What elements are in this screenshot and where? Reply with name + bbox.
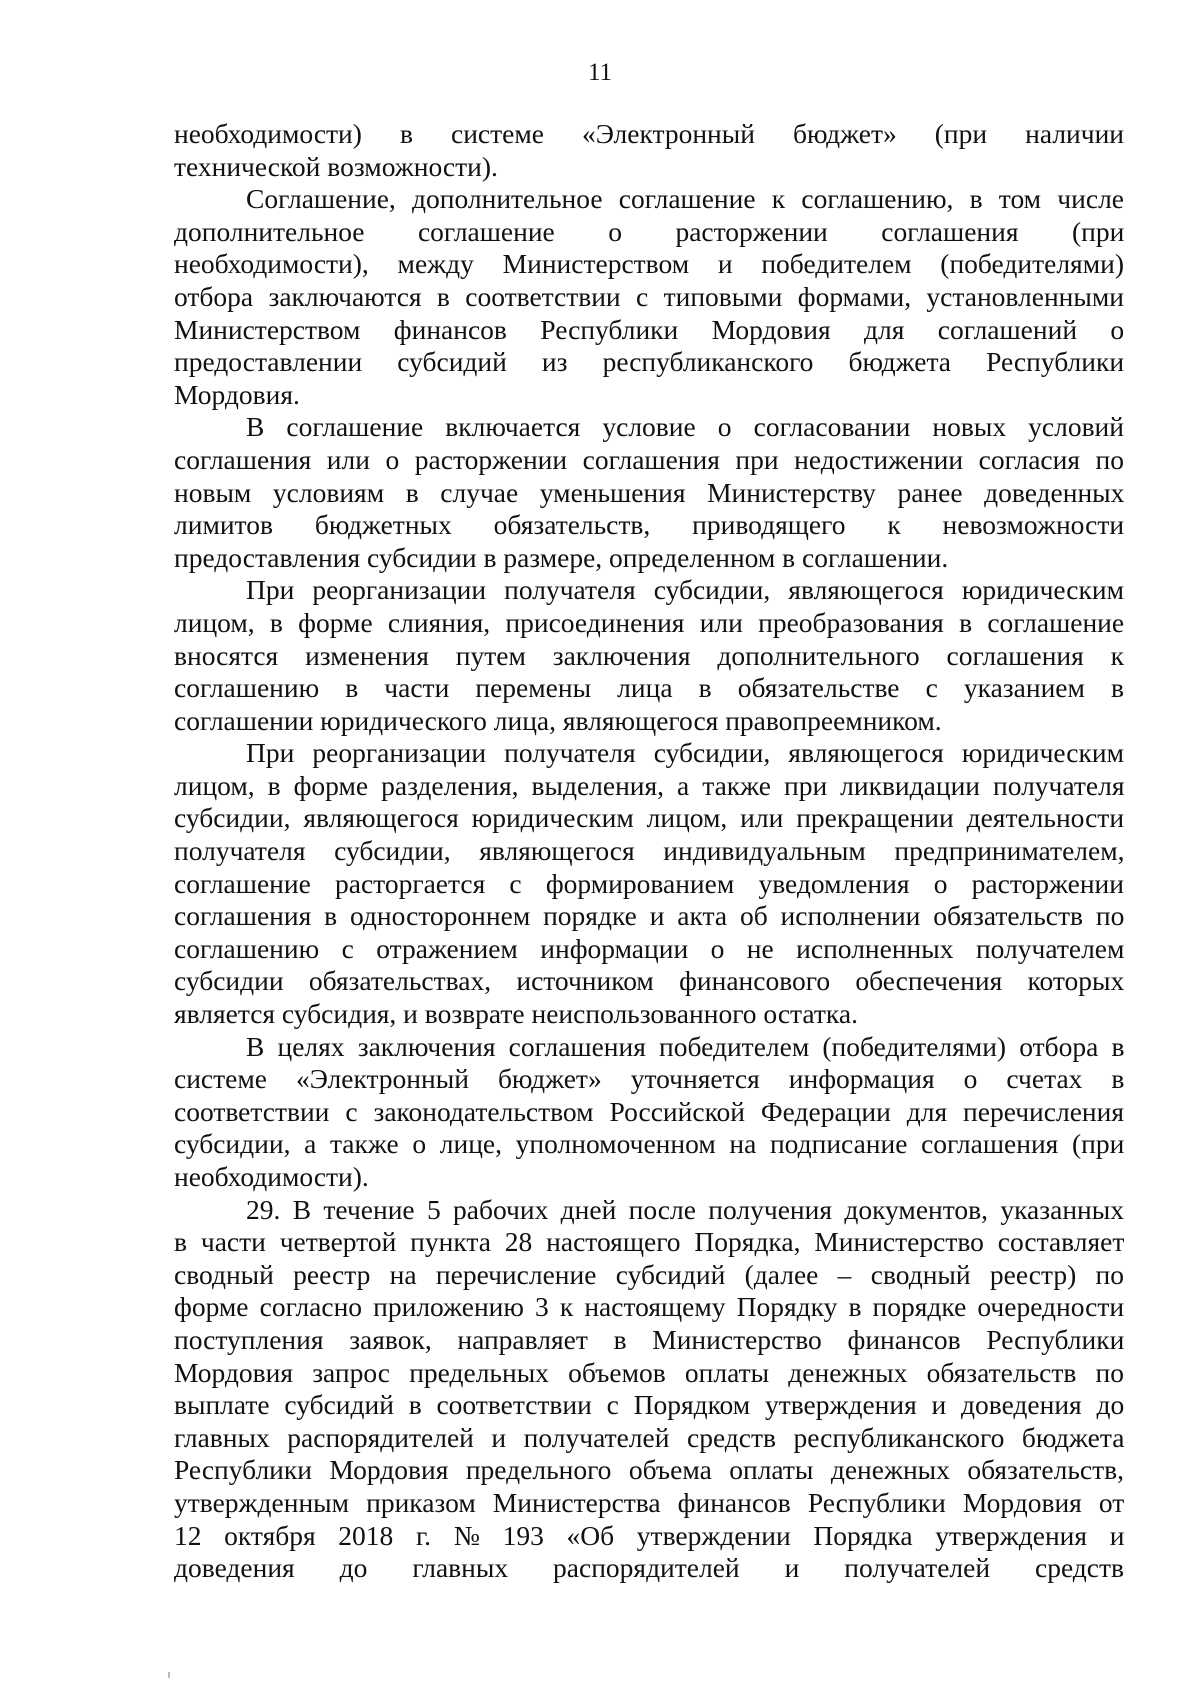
text-line: поступления заявок, направляет в Министерство финансов Республики [174,1323,1125,1355]
document-body [174,118,1124,1585]
text-line: является субсидия, и возврате неиспользованного остатка. [174,998,858,1030]
text-line: лицом, в форме разделения, выделения, а также при ликвидации получателя [174,769,1125,801]
text-line: соглашение расторгается с формированием уведомления о расторжении [174,867,1124,899]
text-line: лимитов бюджетных обязательств, приводящего к невозможности [174,509,1125,541]
paragraph [174,1031,1124,1194]
text-line: предоставления субсидии в размере, определенном в соглашении. [174,541,949,573]
text-line: необходимости), между Министерством и победителем (победителями) [174,248,1124,280]
text-line: соглашению с отражением информации о не исполненных получателем [174,932,1125,964]
text-line: В целях заключения соглашения победителем (победителями) отбора в [246,1030,1125,1062]
text-line: в части четвертой пункта 28 настоящего Порядка, Министерство составляет [174,1226,1125,1258]
paragraph [174,183,1124,411]
text-line: 29. В течение 5 рабочих дней после получения документов, указанных [246,1193,1124,1225]
text-line: системе «Электронный бюджет» уточняется информация о счетах в [174,1063,1125,1095]
text-line: Соглашение, дополнительное соглашение к соглашению, в том числе [246,183,1124,215]
text-line: соответствии с законодательством Российской Федерации для перечисления [174,1095,1124,1127]
text-line: предоставлении субсидий из республиканского бюджета Республики [174,346,1125,378]
text-line: В соглашение включается условие о согласовании новых условий [246,411,1124,443]
text-line: главных распорядителей и получателей средств республиканского бюджета [174,1421,1125,1453]
text-line: 12 октября 2018 г. № 193 «Об утверждении Порядка утверждения и [174,1519,1125,1551]
text-line: субсидии, а также о лице, уполномоченном на подписание соглашения (при [174,1128,1125,1160]
paragraph [174,411,1124,574]
paragraph [174,1194,1124,1585]
text-line: дополнительное соглашение о расторжении соглашения (при [174,215,1125,247]
text-line: необходимости) в системе «Электронный бюджет» (при наличии [174,118,1125,149]
text-line: субсидии, являющегося юридическим лицом, или прекращении деятельности [174,802,1125,834]
paragraph [174,574,1124,737]
paragraph [174,118,1124,183]
text-line: выплате субсидий в соответствии с Порядком утверждения и доведения до [174,1389,1125,1421]
text-line: При реорганизации получателя субсидии, являющегося юридическим [246,737,1124,769]
text-line: сводный реестр на перечисление субсидий (далее – сводный реестр) по [174,1258,1125,1290]
text-line: лицом, в форме слияния, присоединения или преобразования в соглашение [174,606,1125,638]
text-line: Мордовия. [174,378,300,410]
text-line: технической возможности). [174,150,498,182]
text-line: соглашению в части перемены лица в обязательстве с указанием в [174,672,1124,704]
text-line: отбора заключаются в соответствии с типовыми формами, установленными [174,280,1124,312]
text-line: форме согласно приложению 3 к настоящему Порядку в порядке очередности [174,1291,1125,1323]
text-line: соглашении юридического лица, являющегося правопреемником. [174,704,942,736]
text-line: получателя субсидии, являющегося индивидуальным предпринимателем, [174,835,1125,867]
text-line: соглашения или о расторжении соглашения при недостижении согласия по [174,443,1124,475]
text-line: необходимости). [174,1161,369,1192]
text-line: новым условиям в случае уменьшения Министерству ранее доведенных [174,476,1125,508]
text-line: Республики Мордовия предельного объема оплаты денежных обязательств, [174,1454,1124,1486]
paragraph [174,737,1124,1030]
text-line: доведения до главных распорядителей и получателей средств [174,1552,1124,1584]
text-line: При реорганизации получателя субсидии, являющегося юридическим [246,574,1124,606]
text-line: соглашения в одностороннем порядке и акта об исполнении обязательств по [174,900,1125,932]
scan-artifact [168,1672,170,1678]
text-line: Мордовия запрос предельных объемов оплаты денежных обязательств по [174,1356,1124,1388]
text-line: утвержденным приказом Министерства финансов Республики Мордовия от [174,1486,1125,1518]
text-line: Министерством финансов Республики Мордовия для соглашений о [174,313,1125,345]
page-number: 11 [587,59,613,86]
text-line: субсидии обязательствах, источником финансового обеспечения которых [174,965,1125,997]
text-line: вносятся изменения путем заключения дополнительного соглашения к [174,639,1125,671]
